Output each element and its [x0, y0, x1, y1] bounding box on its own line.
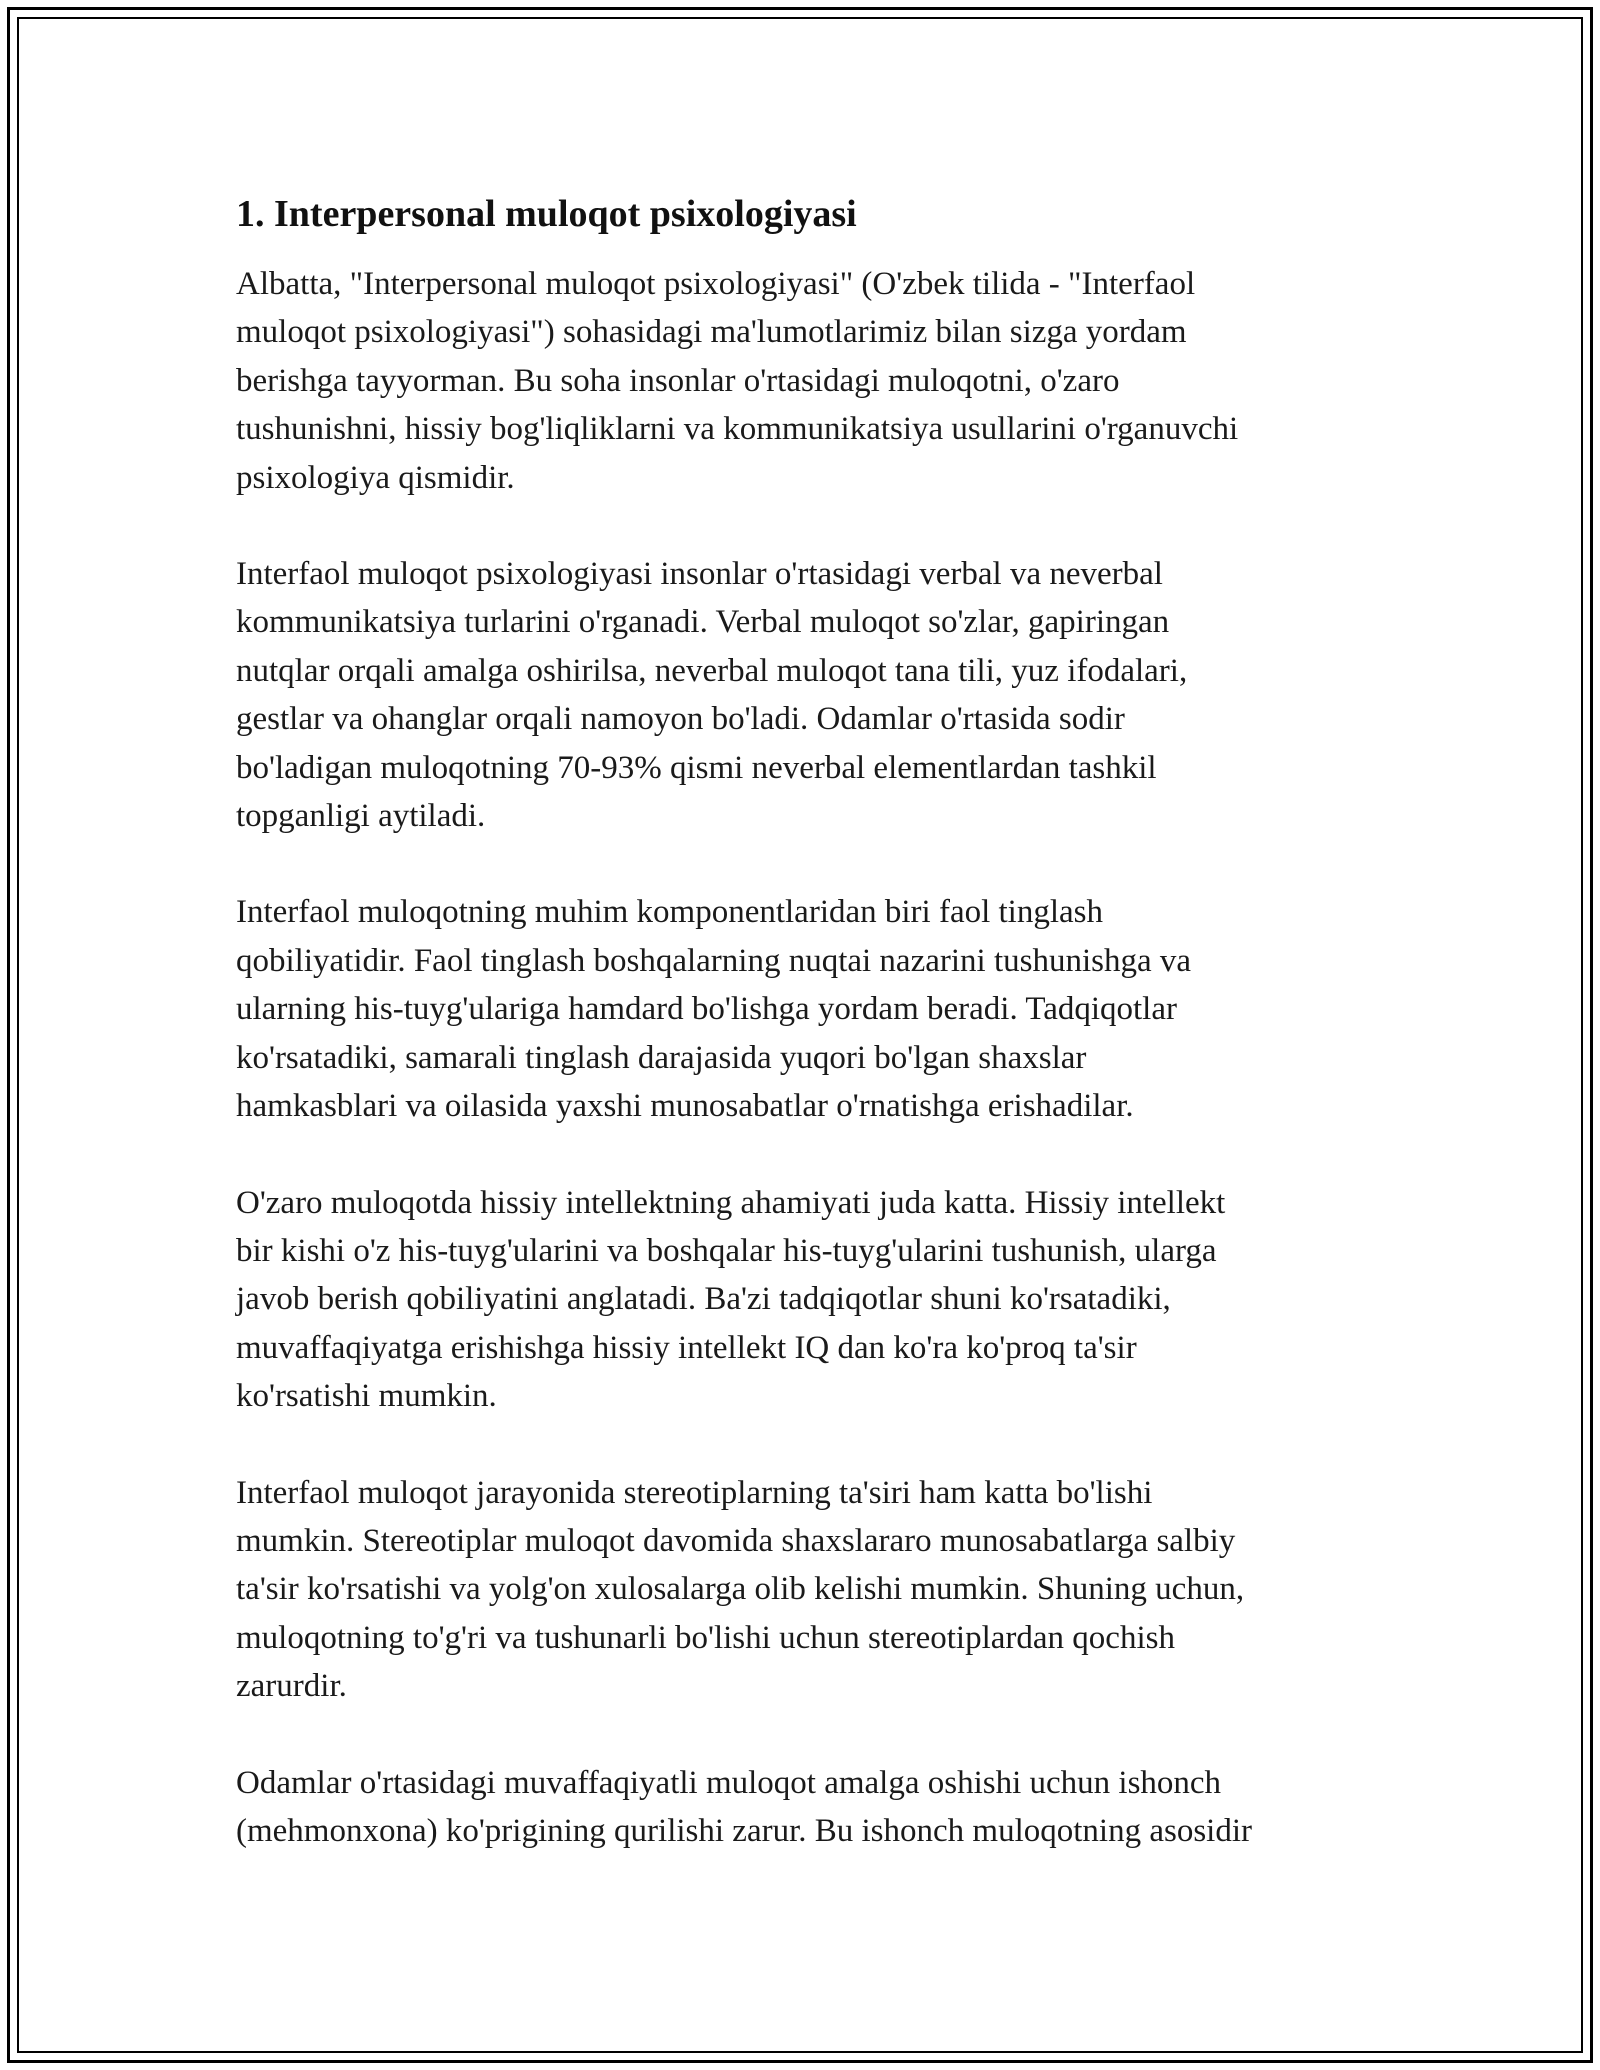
text-line: kommunikatsiya turlarini o'rganadi. Verbal muloqot so'zlar, gapiringan — [236, 604, 1170, 641]
paragraph-intro — [236, 260, 1376, 502]
paragraph-verbal-nonverbal — [236, 550, 1376, 840]
text-line: tushunishni, hissiy bog'liqliklarni va kommunikatsiya usullarini o'rganuvchi — [236, 411, 1239, 448]
text-line: psixologiya qismidir. — [236, 459, 515, 496]
text-line: Interfaol muloqot jarayonida stereotiplarning ta'siri ham katta bo'lishi — [236, 1474, 1153, 1511]
text-line: ko'rsatishi mumkin. — [236, 1378, 497, 1415]
text-line: O'zaro muloqotda hissiy intellektning ahamiyati juda katta. Hissiy intellekt — [236, 1184, 1226, 1221]
section-title: 1. Interpersonal muloqot psixologiyasi — [236, 193, 857, 235]
text-line: muvaffaqiyatga erishishga hissiy intellekt IQ dan ko'ra ko'proq ta'sir — [236, 1329, 1137, 1366]
text-line: ko'rsatadiki, samarali tinglash darajasida yuqori bo'lgan shaxslar — [236, 1039, 1087, 1076]
text-line: Interfaol muloqotning muhim komponentlaridan biri faol tinglash — [236, 894, 1104, 931]
text-line: javob berish qobiliyatini anglatadi. Ba'zi tadqiqotlar shuni ko'rsatadiki, — [236, 1281, 1171, 1318]
text-line: nutqlar orqali amalga oshirilsa, neverbal muloqot tana tili, yuz ifodalari, — [236, 652, 1188, 689]
text-line: qobiliyatidir. Faol tinglash boshqalarning nuqtai nazarini tushunishga va — [236, 942, 1192, 979]
text-line: muloqotning to'g'ri va tushunarli bo'lishi uchun stereotiplardan qochish — [236, 1619, 1175, 1656]
paragraph-trust — [236, 1759, 1376, 1856]
text-line: mumkin. Stereotiplar muloqot davomida shaxslararo munosabatlarga salbiy — [236, 1522, 1236, 1559]
text-line: muloqot psixologiyasi") sohasidagi ma'lumotlarimiz bilan sizga yordam — [236, 314, 1187, 351]
text-line: topganligi aytiladi. — [236, 798, 486, 835]
text-line: Odamlar o'rtasidagi muvaffaqiyatli muloqot amalga oshishi uchun ishonch — [236, 1764, 1222, 1801]
text-line: zarurdir. — [236, 1668, 347, 1705]
text-line: Interfaol muloqot psixologiyasi insonlar o'rtasidagi verbal va neverbal — [236, 556, 1163, 593]
text-line: ta'sir ko'rsatishi va yolg'on xulosalarga olib kelishi mumkin. Shuning uchun, — [236, 1571, 1245, 1608]
text-line: hamkasblari va oilasida yaxshi munosabatlar o'rnatishga erishadilar. — [236, 1088, 1134, 1125]
text-line: (mehmonxona) ko'prigining qurilishi zarur. Bu ishonch muloqotning asosidir — [236, 1812, 1253, 1849]
paragraph-stereotypes — [236, 1469, 1376, 1711]
text-line: bo'ladigan muloqotning 70-93% qismi neverbal elementlardan tashkil — [236, 749, 1157, 786]
text-line: Albatta, "Interpersonal muloqot psixologiyasi" (O'zbek tilida - "Interfaol — [236, 266, 1196, 302]
text-line: berishga tayyorman. Bu soha insonlar o'rtasidagi muloqotni, o'zaro — [236, 362, 1120, 399]
document-body — [236, 186, 1376, 1903]
text-line: gestlar va ohanglar orqali namoyon bo'ladi. Odamlar o'rtasida sodir — [236, 701, 1125, 738]
text-line: ularning his-tuyg'ulariga hamdard bo'lishga yordam beradi. Tadqiqotlar — [236, 991, 1177, 1028]
text-line: bir kishi o'z his-tuyg'ularini va boshqalar his-tuyg'ularini tushunish, ularga — [236, 1232, 1217, 1269]
paragraph-emotional-intelligence — [236, 1179, 1376, 1421]
paragraph-active-listening — [236, 888, 1376, 1130]
